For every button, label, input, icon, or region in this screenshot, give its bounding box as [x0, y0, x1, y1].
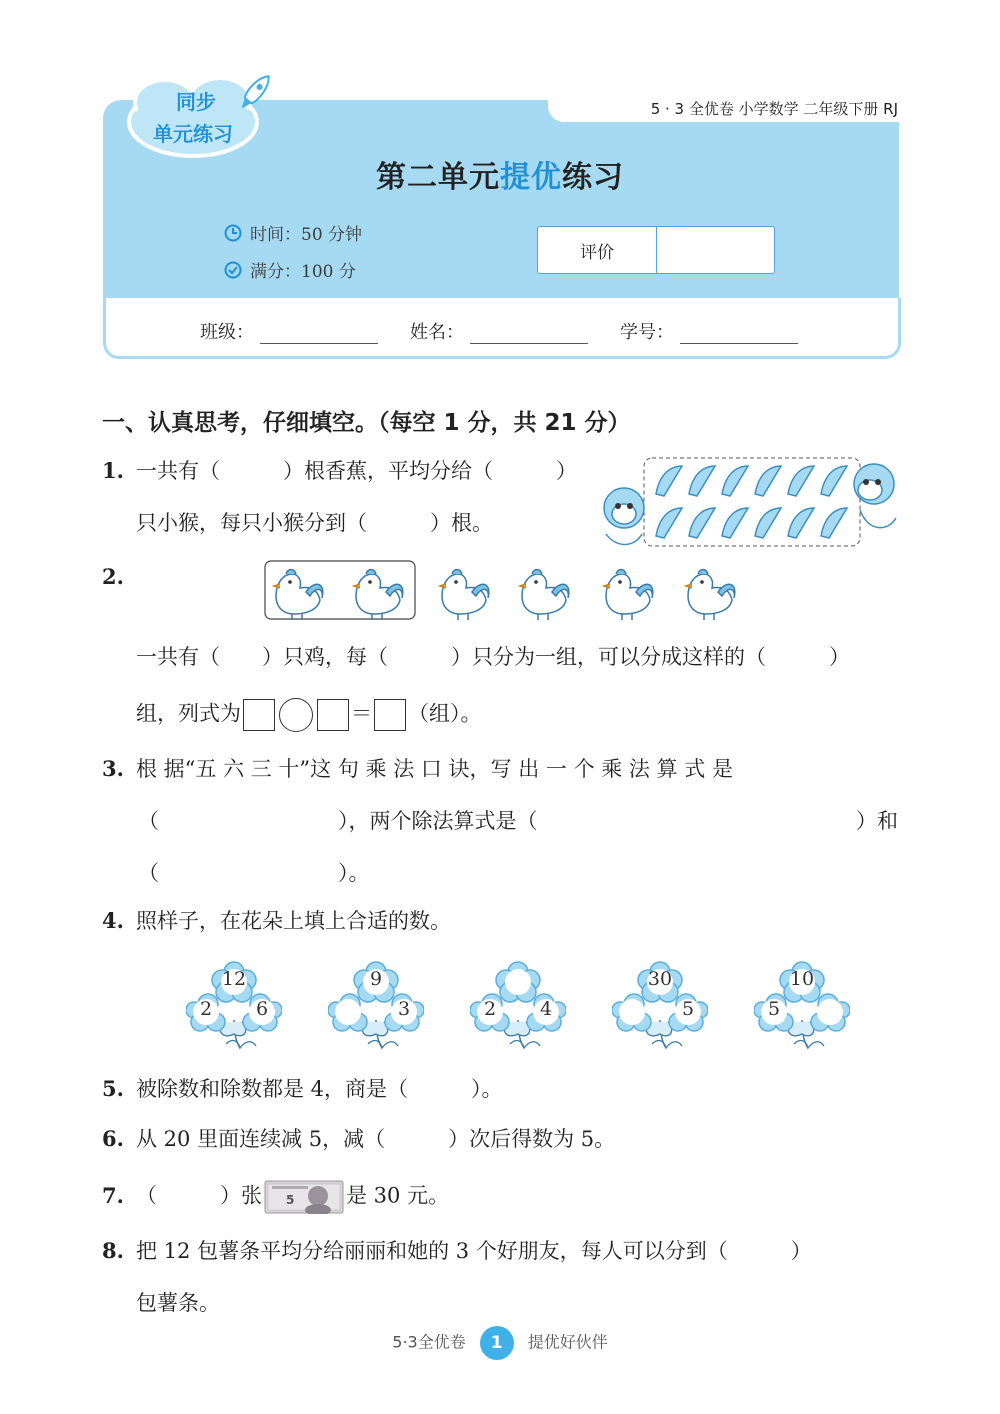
answer-box[interactable]: [374, 699, 406, 731]
equals-sign: ＝: [351, 701, 372, 726]
evaluation-field[interactable]: [657, 227, 774, 273]
flower-top-number[interactable]: 10: [789, 968, 815, 990]
flower-5: [754, 960, 850, 1056]
question-6: [102, 1124, 615, 1154]
section-title: 一、认真思考，仔细填空。（每空 1 分，共 21 分）: [102, 410, 631, 436]
badge-line1: 同步: [176, 90, 216, 114]
question-text: 把 12 包薯条平均分给丽丽和她的 3 个好朋友，每人可以分到（ ）: [136, 1239, 812, 1263]
paren-open: （: [138, 809, 159, 833]
question-text: 是 30 元。: [346, 1183, 450, 1208]
page-title: [0, 152, 1000, 196]
flower-3: [470, 960, 566, 1056]
time-row: [224, 220, 362, 245]
flower-left-number[interactable]: 2: [483, 998, 497, 1020]
name-blank[interactable]: [470, 321, 588, 344]
answer-box[interactable]: [243, 699, 275, 731]
question-1-line2: 只小猴，每只小猴分到（ ）根。: [136, 511, 493, 535]
evaluation-label: 评价: [538, 227, 657, 273]
question-number: 5.: [102, 1076, 124, 1101]
question-number: 3.: [102, 756, 124, 781]
question-3-line3a: （: [138, 861, 159, 885]
clock-icon: [224, 224, 242, 242]
question-text: 组，列式为: [136, 701, 241, 726]
question-text: 被除数和除数都是 4，商是（ ）。: [136, 1077, 503, 1101]
question-number: 7.: [102, 1182, 124, 1208]
check-circle-icon: [224, 261, 242, 279]
class-label: 班级：: [200, 322, 254, 343]
question-2-line2: [136, 698, 482, 732]
question-3-line2c: ）和: [856, 809, 898, 833]
title-suffix: 练习: [562, 160, 624, 195]
operator-circle[interactable]: [279, 698, 313, 732]
footer-series: 5·3全优卷: [392, 1332, 466, 1352]
question-3-line2: [138, 806, 159, 836]
question-number: 2.: [102, 564, 124, 589]
question-2-number: [102, 562, 136, 592]
flower-right-number[interactable]: 4: [539, 998, 553, 1020]
flower-right-number[interactable]: 5: [681, 998, 695, 1020]
footer-slogan: 提优好伙伴: [527, 1332, 608, 1352]
class-field[interactable]: [200, 318, 378, 344]
flower-right-number[interactable]: 3: [397, 998, 411, 1020]
banknote-icon: [264, 1180, 344, 1214]
evaluation-box: [537, 226, 775, 274]
name-field[interactable]: [410, 318, 588, 344]
full-score: 满分：100 分: [250, 262, 356, 282]
banknote-value: 5: [286, 1193, 295, 1207]
class-blank[interactable]: [260, 321, 378, 344]
page-number: 1: [480, 1326, 514, 1360]
answer-box[interactable]: [317, 699, 349, 731]
question-text: 从 20 里面连续减 5，减（ ）次后得数为 5。: [136, 1127, 616, 1151]
question-number: 8.: [102, 1238, 124, 1263]
question-text: 根 据“五 六 三 十”这 句 乘 法 口 诀，写 出 一 个 乘 法 算 式 是: [136, 757, 733, 781]
title-highlight: 提优: [500, 160, 562, 195]
monkeys-bananas-illustration: [598, 452, 902, 552]
score-row: [224, 257, 356, 282]
question-3: [102, 754, 733, 784]
flower-right-number[interactable]: 6: [255, 998, 269, 1020]
question-8-line2: 包薯条。: [136, 1291, 220, 1315]
flower-2: [328, 960, 424, 1056]
question-number: 1.: [102, 458, 124, 483]
flower-top-number[interactable]: 30: [647, 968, 673, 990]
student-id-field[interactable]: [620, 318, 798, 344]
flower-left-number[interactable]: 5: [767, 998, 781, 1020]
student-id-blank[interactable]: [680, 321, 798, 344]
question-text: 一共有（ ）根香蕉，平均分给（ ）: [136, 459, 577, 483]
question-3-line3b: ）。: [338, 861, 370, 885]
question-4: [102, 906, 451, 936]
question-8: [102, 1236, 812, 1266]
question-text: （组）。: [408, 701, 482, 726]
flower-4: [612, 960, 708, 1056]
flower-top-number[interactable]: 12: [221, 968, 247, 990]
flower-top-number[interactable]: 9: [369, 968, 383, 990]
student-id-label: 学号：: [620, 322, 674, 343]
series-label: 5 · 3 全优卷 小学数学 二年级下册 RJ: [548, 96, 900, 122]
question-text: 照样子，在花朵上填上合适的数。: [136, 909, 451, 933]
time-limit: 时间：50 分钟: [250, 225, 363, 245]
question-3-line2b: ），两个除法算式是（: [338, 809, 538, 833]
question-number: 6.: [102, 1126, 124, 1151]
flower-left-number[interactable]: 2: [199, 998, 213, 1020]
page-footer: [0, 1326, 1000, 1360]
name-label: 姓名：: [410, 322, 464, 343]
question-2-line1: 一共有（ ）只鸡，每（ ）只分为一组，可以分成这样的（ ）: [136, 645, 850, 669]
question-text: （ ）张: [136, 1183, 262, 1208]
question-5: [102, 1074, 503, 1104]
title-prefix: 第二单元: [376, 160, 500, 195]
chickens-illustration: [262, 558, 752, 624]
question-7: [102, 1180, 449, 1214]
badge-line2: 单元练习: [153, 122, 233, 146]
question-number: 4.: [102, 908, 124, 933]
flower-1: [186, 960, 282, 1056]
question-1: [102, 456, 577, 486]
